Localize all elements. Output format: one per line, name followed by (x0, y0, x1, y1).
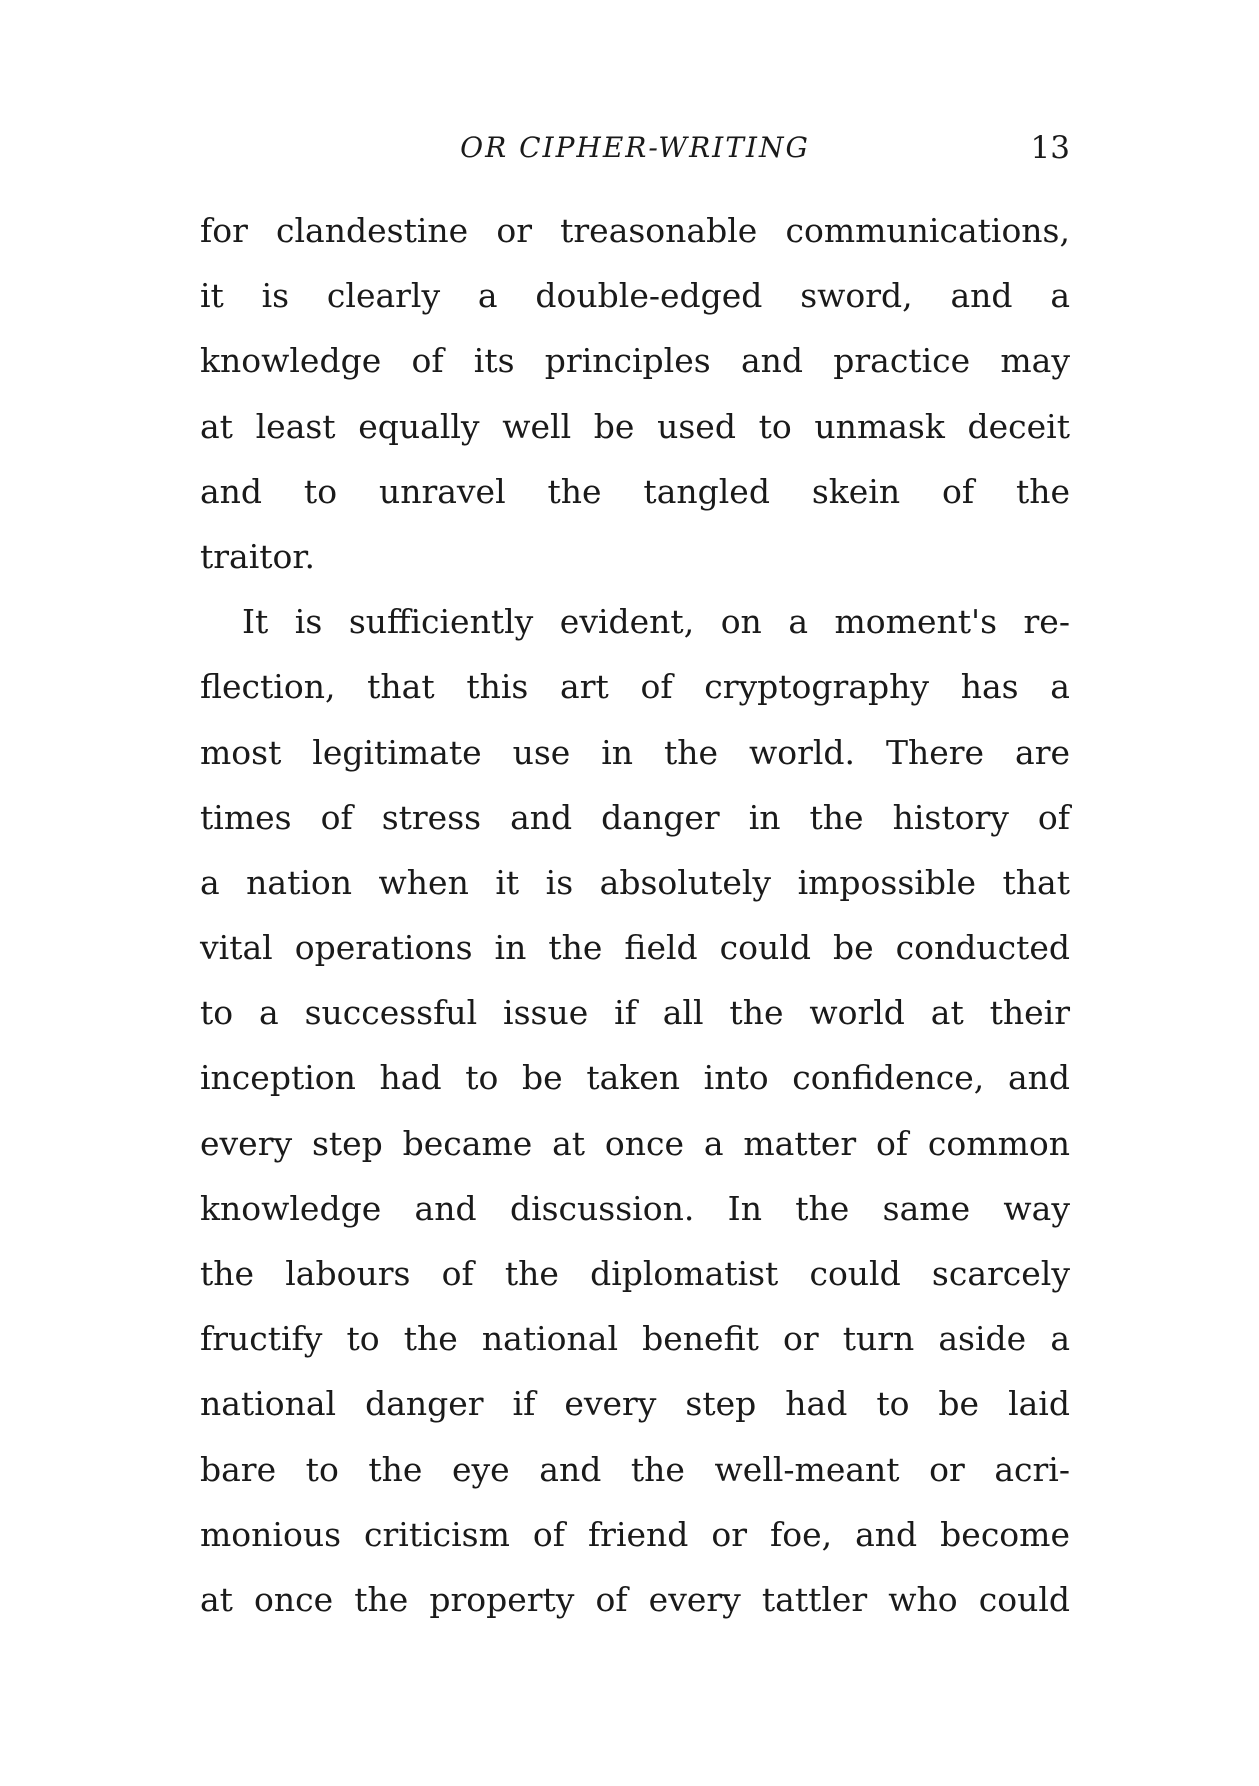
paragraph-1 (200, 198, 1070, 589)
text-line: at once the property of every tattler who could (200, 1579, 1070, 1619)
text-line: the labours of the diplomatist could scarcely (200, 1254, 1070, 1293)
text-line: it is clearly a double-edged sword, and a (200, 276, 1070, 316)
text-line: and to unravel the tangled skein of the (200, 471, 1070, 511)
text-line: to a successful issue if all the world at their (200, 993, 1070, 1033)
text-line: knowledge of its principles and practice may (200, 341, 1070, 381)
text-line: traitor. (200, 536, 316, 576)
text-line: at least equally well be used to unmask deceit (200, 406, 1070, 446)
text-line: for clandestine or treasonable communications, (200, 211, 1070, 250)
text-line: national danger if every step had to be laid (200, 1384, 1070, 1424)
text-line: times of stress and danger in the history of (200, 797, 1070, 837)
text-line: monious criticism of friend or foe, and become (200, 1514, 1070, 1554)
text-line: flection, that this art of cryptography has a (200, 667, 1070, 707)
paragraph-2 (200, 589, 1070, 1632)
page-number: 13 (1030, 130, 1070, 166)
text-line: bare to the eye and the well-meant or acri- (200, 1449, 1070, 1489)
text-line: It is sufficiently evident, on a moment's re- (242, 602, 1070, 642)
running-head (200, 128, 1070, 168)
text-line: a nation when it is absolutely impossible that (200, 862, 1070, 902)
text-line: fructify to the national benefit or turn aside a (200, 1319, 1070, 1359)
text-line: every step became at once a matter of common (200, 1123, 1070, 1163)
running-title: OR CIPHER-WRITING (460, 131, 810, 164)
text-line: knowledge and discussion. In the same way (200, 1188, 1070, 1228)
text-line: vital operations in the field could be conducted (200, 928, 1070, 968)
text-line: most legitimate use in the world. There are (200, 732, 1070, 772)
text-line: inception had to be taken into confidence, and (200, 1058, 1070, 1098)
body-text (200, 198, 1070, 1632)
